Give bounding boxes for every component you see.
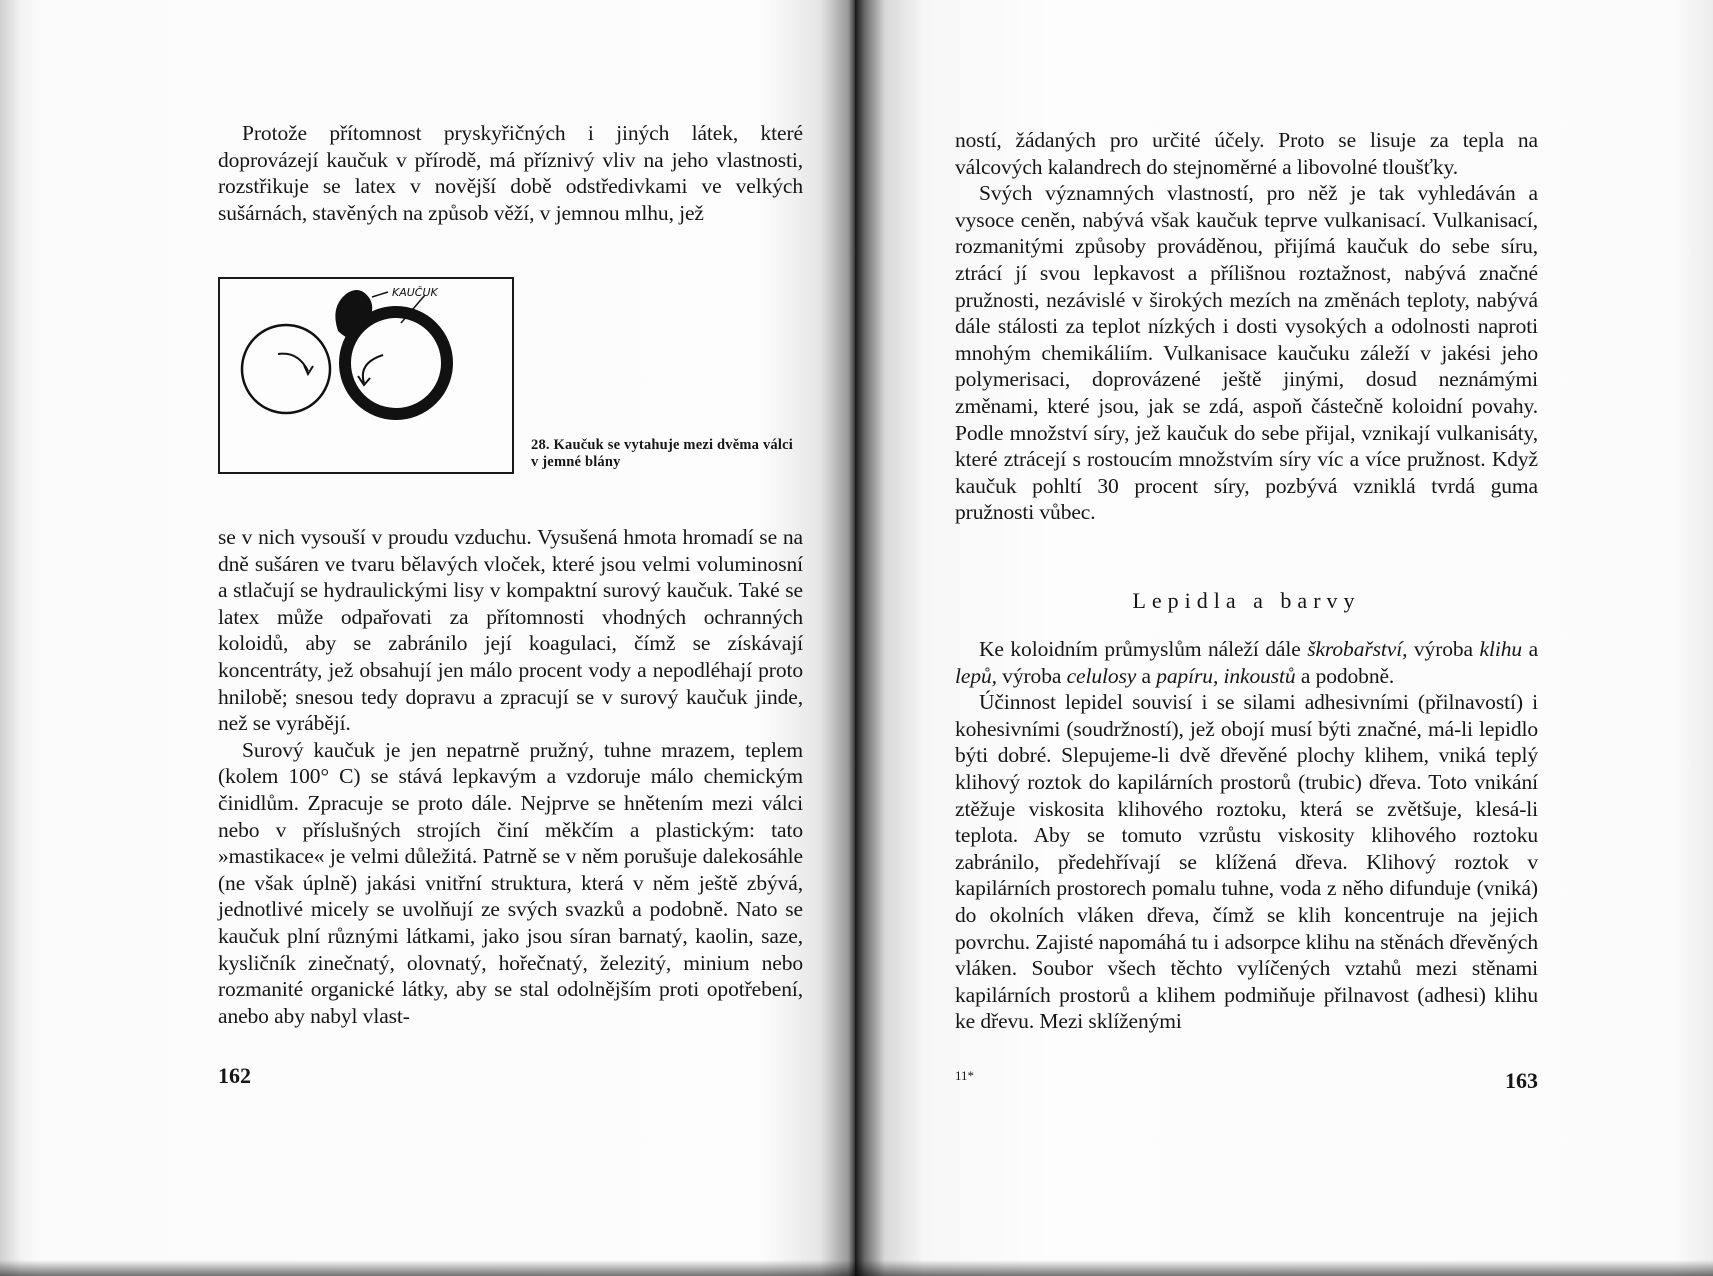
p3-italic-papiru: papíru, inkoustů (1156, 663, 1296, 688)
p3-text-1: Ke koloidním průmyslům náleží dále (979, 637, 1308, 661)
rollers-illustration (220, 279, 512, 472)
left-paragraph-1: Protože přítomnost pryskyřičných i jiných látek, které doprovázejí kaučuk v přírodě, má příznivý vliv na jeho vlastnosti, rozstřikuje se latex v novější době odstředivkami ve velkých sušárnách, stavěných na způsob věží, v jemnou mlhu, jež (218, 121, 803, 225)
rubber-mass (335, 290, 372, 341)
p3-text-5: a (1136, 663, 1157, 688)
right-paragraph-1: ností, žádaných pro určité účely. Proto se lisuje za tepla na válcových kalandrech do stejnoměrné a libovolné tloušťky. (955, 128, 1538, 179)
right-paragraph-2: Svých významných vlastností, pro něž je tak vyhledáván a vysoce ceněn, nabývá však kaučuk teprve vulkanisací. Vulkanisací, rozmanitými způsoby prováděnou, přijímá kaučuk do sebe síru, ztrácí jí svou lepkavost a přílišnou roztažnost, nabývá značné pružnosti, nezávislé v širokých mezích na změnách teploty, nabývá dále stálosti za teplot nízkých i dosti vysokých a odolnosti naproti mnohým chemikáliím. Vulkanisace kaučuku záleží v jakési jeho polymerisaci, doprovázené ještě jinými, dosud neznámými změnami, které jsou, jak se zdá, aspoň částečně koloidní povahy. Podle množství síry, jež kaučuk do sebe přijal, vznikají vulkanisáty, které ztrácejí s rostoucím množstvím síry víc a více pružnost. Když kaučuk pohltí 30 procent síry, pozbývá vzniklá tvrdá guma pružnosti vůbec. (955, 181, 1538, 525)
signature-mark: 11* (955, 1068, 975, 1083)
label-leader-line (372, 292, 388, 297)
section-title: Lepidla a barvy (1132, 588, 1361, 613)
right-text-top (955, 127, 1538, 526)
p3-text-4: výroba (996, 663, 1067, 688)
left-page-number: 162 (218, 1063, 251, 1088)
p3-italic-klihu: klihu (1479, 637, 1523, 661)
p3-text-6: a podobně. (1295, 663, 1395, 688)
right-paragraph-4: Účinnost lepidel souvisí i se silami adhesivními (přilnavostí) i kohesivními (soudržností), jež obojí musí býti značné, má-li lepidlo býti dobré. Slepujeme-li dvě dřevěné plochy klihem, vniká teplý klihový roztok do kapilárních prostorů (trubic) dřeva. Toto vnikání ztěžuje viskosita klihového roztoku, která se zvětšuje, klesá-li teplota. Aby se tomuto vzrůstu viskosity klihového roztoku zabránilo, předehřívají se klížená dřeva. Klihový roztok v kapilárních prostorech pomalu tuhne, voda z něho difunduje (vniká) do okolních vláken dřeva, čímž se klih koncentruje na jejich povrchu. Zajisté napomáhá tu i adsorpce klihu na stěnách dřevěných vláken. Soubor všech těchto vylíčených vztahů mezi stěnami kapilárních prostorů a klihem podmiňuje přilnavost (adhesi) klihu ke dřevu. Mezi sklíženými (955, 690, 1538, 1034)
p3-italic-lepu: lepů, (955, 663, 997, 688)
bottom-shadow (0, 1260, 1713, 1276)
right-rotation-arrow (363, 355, 383, 383)
left-paragraph-3: Surový kaučuk je jen nepatrně pružný, tuhne mrazem, teplem (kolem 100° C) se stává lepkavým a vzdoruje málo chemickým činidlům. Zpracuje se proto dále. Nejprve se hnětením mezi válci nebo v příslušných strojích činí měkčím a plastickým: tato »mastikace« je velmi důležitá. Patrně se v něm porušuje dalekosáhle (ne však úplně) jakási vnitřní struktura, která v něm ještě zbývá, jednotlivé micely se uvolňují ze svých svazků a podobně. Nato se kaučuk plní různými látkami, jako jsou síran barnatý, kaolin, saze, kysličník zinečnatý, olovnatý, hořečnatý, železitý, minium nebo rozmanité organické látky, aby se stal odolnějším proti opotřebení, anebo aby nabyl vlast- (218, 737, 803, 1028)
p3-italic-skrobarstvi: škrobařství, (1307, 637, 1408, 661)
right-page-number: 163 (1505, 1068, 1538, 1093)
left-text-top (218, 120, 803, 226)
p3-text-3: a (1522, 637, 1539, 661)
left-arrowhead (304, 365, 313, 374)
p3-text-2: výroba (1407, 637, 1480, 661)
page-edge (0, 0, 22, 1276)
right-text-bottom (955, 636, 1538, 1035)
left-text-bottom (218, 524, 803, 1029)
left-roller (242, 325, 330, 413)
p3-italic-celulosy: celulosy (1066, 663, 1137, 688)
figure-label: KAUČUK (392, 286, 438, 299)
left-paragraph-2: se v nich vysouší v proudu vzduchu. Vysušená hmota hromadí se na dně sušáren ve tvaru bělavých vloček, které jsou velmi voluminosní a stlačují se hydraulickými lisy v kompaktní surový kaučuk. Také se latex může odpařovati za přítomnosti vhodných ochranných koloidů, aby se zabránilo její koagulaci, čímž se získávají koncentráty, jež obsahují jen málo procent vody a nepodléhají proto hnilobě; snesou tedy dopravu a zpracují se v surový kaučuk jinde, než se vyrábějí. (218, 525, 803, 736)
left-rotation-arrow (278, 354, 308, 371)
figure-caption: 28. Kaučuk se vytahuje mezi dvěma válci v jemné blány (531, 437, 793, 470)
figure-rollers (218, 277, 514, 474)
right-paragraph-3 (955, 636, 1538, 689)
